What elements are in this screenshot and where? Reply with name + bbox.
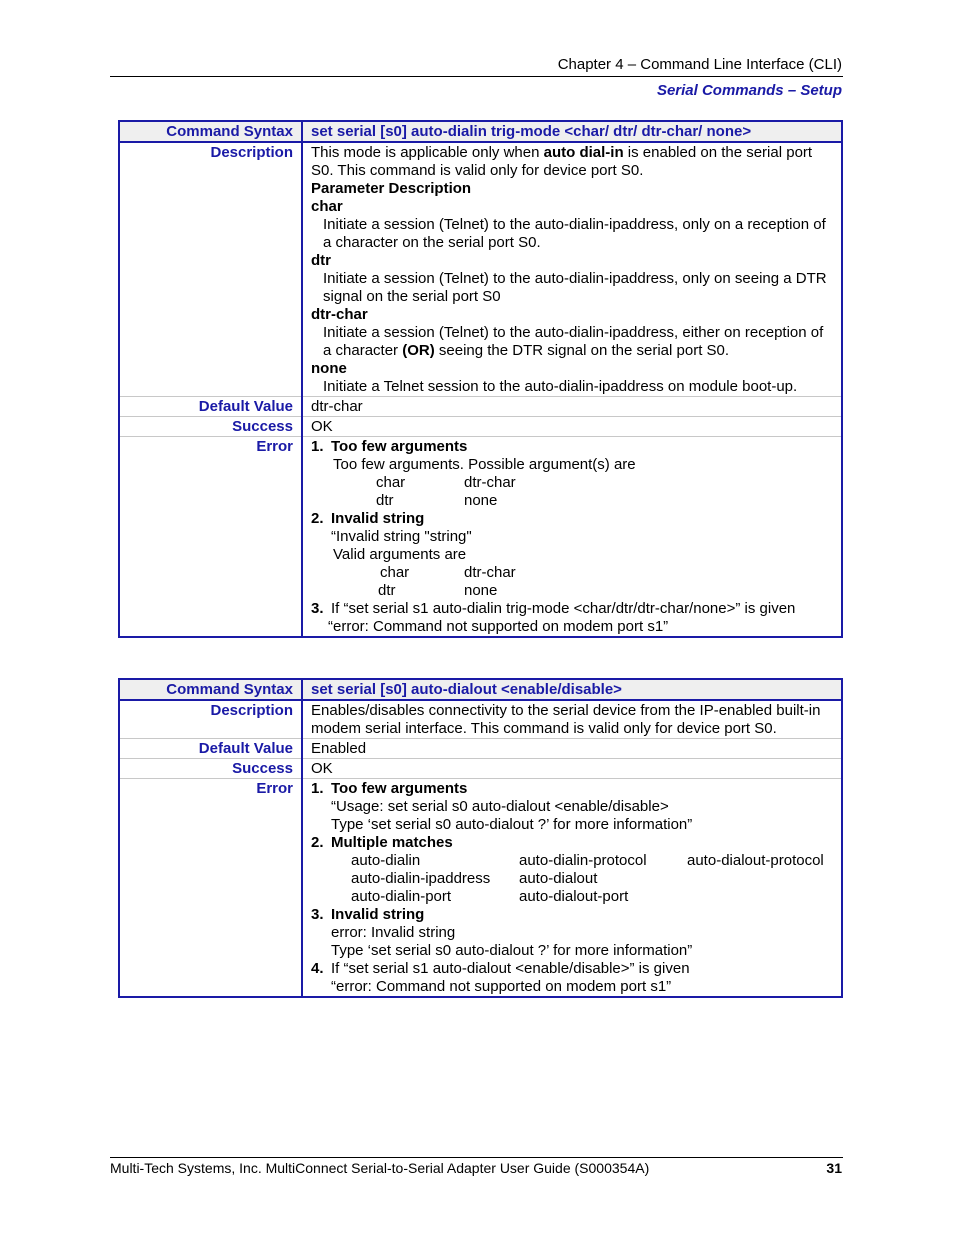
command-table-auto-dialout [118, 678, 843, 998]
default-row [119, 397, 842, 417]
error-title: Invalid string [331, 510, 425, 527]
command-table-auto-dialin-trig-mode [118, 120, 843, 638]
syntax-row [119, 679, 842, 700]
error-cell [302, 437, 842, 638]
default-label: Default Value [119, 739, 302, 759]
match-item: auto-dialout-port [519, 888, 629, 905]
error-item [311, 960, 833, 978]
error-number: 1. [311, 438, 324, 455]
param-name: none [311, 360, 347, 377]
error-item [311, 834, 833, 852]
match-item: auto-dialin-ipaddress [351, 870, 491, 887]
syntax-row [119, 121, 842, 142]
success-label: Success [119, 417, 302, 437]
error-item [311, 906, 833, 924]
param-desc-bold: (OR) [402, 342, 435, 359]
desc-part: This mode is applicable only when [311, 144, 544, 161]
description-cell [302, 142, 842, 397]
desc-bold: auto dial-in [543, 144, 624, 161]
default-value: dtr-char [302, 397, 842, 417]
match-item: auto-dialin [351, 852, 421, 869]
syntax-label: Command Syntax [119, 121, 302, 142]
description-label: Description [119, 142, 302, 397]
param-name: char [311, 198, 343, 215]
match-item: auto-dialout-protocol [687, 852, 824, 869]
param-desc [311, 324, 833, 360]
footer-rule [110, 1157, 843, 1158]
error-line: Type ‘set serial s0 auto-dialout ?’ for more information” [331, 816, 693, 833]
error-title: Invalid string [331, 906, 425, 923]
description-text: Enables/disables connectivity to the serial device from the IP-enabled built-in modem serial interface. This command is valid only for device port S0. [302, 700, 842, 739]
arg: char [376, 474, 406, 491]
match-item: auto-dialout [519, 870, 598, 887]
arg: dtr-char [464, 474, 516, 491]
arg-row [311, 564, 833, 582]
arg-row [311, 492, 833, 510]
error-title: Too few arguments [331, 780, 468, 797]
arg: dtr-char [464, 564, 516, 581]
syntax-value: set serial [s0] auto-dialout <enable/disable> [302, 679, 842, 700]
param-desc: Initiate a session (Telnet) to the auto-dialin-ipaddress, only on seeing a DTR signal on the serial port S0 [323, 270, 827, 305]
error-title: If “set serial s1 auto-dialout <enable/disable>” is given [331, 960, 690, 977]
syntax-label: Command Syntax [119, 679, 302, 700]
arg: dtr [378, 582, 396, 599]
error-number: 3. [311, 906, 324, 923]
error-label: Error [119, 437, 302, 638]
error-item [311, 438, 833, 456]
success-row [119, 417, 842, 437]
arg: none [464, 582, 498, 599]
error-number: 2. [311, 834, 324, 851]
default-value: Enabled [302, 739, 842, 759]
page-number: 31 [826, 1160, 842, 1176]
error-title: Too few arguments [331, 438, 468, 455]
arg: none [464, 492, 498, 509]
error-line: “error: Command not supported on modem port s1” [328, 618, 669, 635]
footer [110, 1160, 842, 1176]
chapter-header: Chapter 4 – Command Line Interface (CLI) [557, 56, 842, 73]
error-number: 3. [311, 600, 324, 617]
error-number: 2. [311, 510, 324, 527]
param-desc: Initiate a Telnet session to the auto-dialin-ipaddress on module boot-up. [323, 378, 798, 395]
error-number: 4. [311, 960, 324, 977]
error-number: 1. [311, 780, 324, 797]
match-item: auto-dialin-port [351, 888, 452, 905]
error-line: error: Invalid string [331, 924, 456, 941]
match-row [311, 870, 833, 888]
success-label: Success [119, 759, 302, 779]
success-row [119, 759, 842, 779]
description-row [119, 142, 842, 397]
param-heading: Parameter Description [311, 180, 472, 197]
description-text [311, 144, 833, 180]
error-title: Multiple matches [331, 834, 453, 851]
param-desc: Initiate a session (Telnet) to the auto-dialin-ipaddress, only on a reception of a character on the serial port S0. [323, 216, 826, 251]
error-line: Type ‘set serial s0 auto-dialout ?’ for more information” [331, 942, 693, 959]
header-rule [110, 76, 843, 77]
desc-part: is enabled on the serial port S0. This command is valid only for device port S0. [311, 144, 813, 179]
section-header: Serial Commands – Setup [656, 82, 842, 99]
arg-row [311, 474, 833, 492]
param-name: dtr [311, 252, 331, 269]
arg: dtr [376, 492, 394, 509]
match-row [311, 852, 833, 870]
error-item [311, 780, 833, 798]
error-line: “error: Command not supported on modem port s1” [331, 978, 672, 995]
syntax-value: set serial [s0] auto-dialin trig-mode <char/ dtr/ dtr-char/ none> [302, 121, 842, 142]
error-item [311, 510, 833, 528]
success-value: OK [302, 417, 842, 437]
error-row [119, 779, 842, 998]
arg-row [311, 582, 833, 600]
error-line: “Usage: set serial s0 auto-dialout <enable/disable> [331, 798, 669, 815]
success-value: OK [302, 759, 842, 779]
error-line: Valid arguments are [333, 546, 467, 563]
description-label: Description [119, 700, 302, 739]
error-line: Too few arguments. Possible argument(s) are [333, 456, 636, 473]
default-label: Default Value [119, 397, 302, 417]
arg: char [380, 564, 410, 581]
param-desc-part: seeing the DTR signal on the serial port S0. [434, 342, 730, 359]
match-item: auto-dialin-protocol [519, 852, 647, 869]
param-desc-part: Initiate a session (Telnet) to the auto-dialin-ipaddress, either on reception of a character [323, 324, 824, 359]
param-name: dtr-char [311, 306, 368, 323]
description-row [119, 700, 842, 739]
error-line: “Invalid string "string" [331, 528, 472, 545]
error-row [119, 437, 842, 638]
footer-title: Multi-Tech Systems, Inc. MultiConnect Serial-to-Serial Adapter User Guide (S000354A) [110, 1160, 650, 1176]
error-title: If “set serial s1 auto-dialin trig-mode <char/dtr/dtr-char/none>” is given [331, 600, 796, 617]
match-row [311, 888, 833, 906]
error-item [311, 600, 833, 618]
default-row [119, 739, 842, 759]
error-label: Error [119, 779, 302, 998]
error-cell [302, 779, 842, 998]
